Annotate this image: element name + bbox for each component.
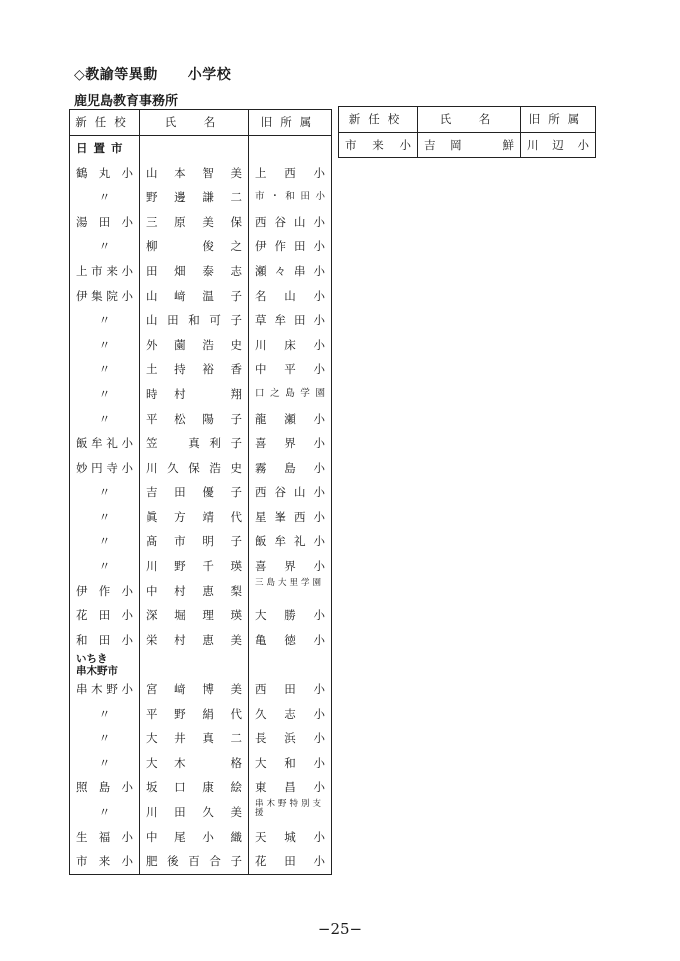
new-school-cell — [70, 677, 140, 702]
table-row — [70, 382, 332, 407]
new-school-text: 串 木 野 小 — [76, 682, 133, 697]
new-school-cell — [70, 579, 140, 604]
name-cell — [140, 554, 249, 579]
name-cell — [140, 726, 249, 751]
header-name: 氏 名 — [418, 107, 521, 133]
new-school-text: 照 島 小 — [76, 780, 133, 795]
old-school-cell — [249, 259, 332, 284]
old-school-text: 川 床 小 — [255, 337, 325, 352]
old-school-text: 霧 島 小 — [255, 460, 325, 475]
section-heading — [74, 64, 231, 84]
old-school-text: 花 田 小 — [255, 854, 325, 869]
person-name: 大 木 格 — [146, 755, 242, 770]
new-school-text: 伊 集 院 小 — [76, 288, 133, 303]
old-school-cell — [249, 185, 332, 210]
section-subtitle: 小学校 — [187, 67, 232, 83]
table-row — [70, 652, 332, 677]
new-school-cell: 〃 — [98, 509, 111, 524]
person-name: 坂 口 康 絵 — [146, 780, 242, 795]
name-cell — [140, 431, 249, 456]
new-school-cell — [70, 849, 140, 874]
old-school-text: 西 田 小 — [255, 682, 325, 697]
table-row — [70, 185, 332, 210]
person-name: 中 尾 小 織 — [146, 829, 242, 844]
old-school-text: 口 之 島 学 園 — [255, 388, 325, 400]
city-label-line2: 串木野市 — [76, 664, 118, 677]
table-row — [70, 825, 332, 850]
name-cell — [140, 603, 249, 628]
old-school-text: 喜 界 小 — [255, 559, 325, 574]
new-school-cell: 〃 — [98, 485, 111, 500]
city-label-line1: いちき — [76, 652, 108, 665]
old-school-text: 西 谷 山 小 — [255, 214, 325, 229]
table-row — [70, 751, 332, 776]
table-row — [70, 234, 332, 259]
new-school-cell: 〃 — [98, 731, 111, 746]
person-name: 田 畑 泰 志 — [146, 263, 242, 278]
person-name: 時 村 翔 — [146, 386, 242, 401]
old-school-cell — [249, 431, 332, 456]
table-row — [70, 530, 332, 555]
new-school-cell — [70, 775, 140, 800]
old-school-cell — [521, 133, 596, 158]
table-row — [70, 628, 332, 653]
page-number: −25− — [317, 920, 363, 938]
table-row — [70, 677, 332, 702]
new-school-cell — [70, 628, 140, 653]
name-cell — [140, 234, 249, 259]
section-title: ◇教諭等異動 — [74, 67, 158, 83]
table-row — [70, 505, 332, 530]
new-school-cell: 〃 — [98, 313, 111, 328]
person-name: 吉 田 優 子 — [146, 485, 242, 500]
old-school-cell — [249, 357, 332, 382]
name-cell — [140, 210, 249, 235]
person-name: 川 野 千 瑛 — [146, 559, 242, 574]
name-cell — [140, 579, 249, 604]
old-school-text: 西 谷 山 小 — [255, 485, 325, 500]
name-cell — [140, 357, 249, 382]
person-name: 笠 真 利 子 — [146, 436, 242, 451]
old-school-text: 伊 作 田 小 — [255, 239, 325, 254]
old-school-text: 瀬 々 串 小 — [255, 263, 325, 278]
new-school-cell: 〃 — [98, 534, 111, 549]
name-cell — [140, 382, 249, 407]
old-school-text: 草 牟 田 小 — [255, 313, 325, 328]
table-row — [70, 431, 332, 456]
empty-cell — [140, 136, 249, 161]
old-school-cell — [249, 849, 332, 874]
transfer-table-side — [338, 106, 596, 158]
table-row — [70, 579, 332, 604]
table-row — [70, 775, 332, 800]
table-row — [70, 849, 332, 874]
city-label — [70, 652, 140, 677]
table-row — [70, 603, 332, 628]
new-school-cell — [70, 431, 140, 456]
table-row — [70, 702, 332, 727]
name-cell — [140, 185, 249, 210]
new-school-cell: 〃 — [98, 337, 111, 352]
person-name: 川 久 保 浩 史 — [146, 460, 242, 475]
person-name: 大 井 真 二 — [146, 731, 242, 746]
empty-cell — [140, 652, 249, 677]
old-school-text: 三島大里学園 — [255, 577, 325, 588]
new-school-cell — [339, 133, 418, 158]
old-school-text: 龍 瀬 小 — [255, 411, 325, 426]
old-school-cell — [249, 480, 332, 505]
new-school-text: 和 田 小 — [76, 632, 133, 647]
name-cell — [140, 628, 249, 653]
name-cell — [140, 284, 249, 309]
table-header-row — [339, 107, 596, 133]
old-school-cell — [249, 579, 332, 604]
table-row — [70, 800, 332, 825]
name-cell — [140, 333, 249, 358]
old-school-cell — [249, 407, 332, 432]
person-name: 山 﨑 温 子 — [146, 288, 242, 303]
new-school-cell: 〃 — [98, 190, 111, 205]
name-cell — [140, 259, 249, 284]
old-school-cell — [249, 603, 332, 628]
transfer-table-main — [69, 109, 332, 875]
header-new-school: 新任校 — [70, 110, 140, 136]
office-heading: 鹿児島教育事務所 — [74, 94, 179, 109]
table-header-row — [70, 110, 332, 136]
city-label: 日置市 — [76, 140, 129, 155]
table-row — [70, 333, 332, 358]
name-cell — [140, 702, 249, 727]
new-school-text: 妙 円 寺 小 — [76, 460, 133, 475]
new-school-cell: 〃 — [98, 411, 111, 426]
old-school-cell — [249, 161, 332, 186]
table-row — [70, 407, 332, 432]
new-school-cell — [70, 161, 140, 186]
new-school-cell: 〃 — [98, 706, 111, 721]
old-school-text: 串木野特別支援 — [255, 799, 325, 819]
name-cell — [140, 677, 249, 702]
old-school-cell — [249, 333, 332, 358]
table-row — [70, 456, 332, 481]
person-name: 宮 﨑 博 美 — [146, 682, 242, 697]
new-school-cell — [70, 210, 140, 235]
old-school-cell — [249, 825, 332, 850]
person-name: 平 松 陽 子 — [146, 411, 242, 426]
table-row — [70, 259, 332, 284]
header-name: 氏 名 — [140, 110, 249, 136]
name-cell — [140, 505, 249, 530]
new-school-text: 市 来 小 — [345, 137, 411, 152]
name-cell — [140, 161, 249, 186]
person-name: 眞 方 靖 代 — [146, 509, 242, 524]
old-school-cell — [249, 456, 332, 481]
old-school-text: 東 昌 小 — [255, 780, 325, 795]
old-school-text: 喜 界 小 — [255, 436, 325, 451]
old-school-text: 星 峯 西 小 — [255, 509, 325, 524]
new-school-cell — [70, 825, 140, 850]
old-school-text: 飯 牟 礼 小 — [255, 534, 325, 549]
name-cell — [140, 849, 249, 874]
old-school-text: 名 山 小 — [255, 288, 325, 303]
new-school-cell — [70, 456, 140, 481]
old-school-cell — [249, 234, 332, 259]
name-cell — [418, 133, 521, 158]
table-row — [70, 210, 332, 235]
person-name: 栄 村 恵 美 — [146, 632, 242, 647]
old-school-text: 大 和 小 — [255, 755, 325, 770]
old-school-text: 中 平 小 — [255, 362, 325, 377]
new-school-text: 伊 作 小 — [76, 583, 133, 598]
empty-cell — [249, 652, 332, 677]
old-school-text: 久 志 小 — [255, 706, 325, 721]
new-school-text: 飯 牟 礼 小 — [76, 436, 133, 451]
new-school-cell: 〃 — [98, 362, 111, 377]
person-name: 山 本 智 美 — [146, 165, 242, 180]
table-row — [70, 308, 332, 333]
person-name: 柳 俊 之 — [146, 239, 242, 254]
person-name: 肥 後 百 合 子 — [146, 854, 242, 869]
person-name: 野 邊 謙 二 — [146, 190, 242, 205]
new-school-text: 湯 田 小 — [76, 214, 133, 229]
person-name: 山 田 和 可 子 — [146, 313, 242, 328]
name-cell — [140, 825, 249, 850]
new-school-text: 花 田 小 — [76, 608, 133, 623]
person-name: 髙 市 明 子 — [146, 534, 242, 549]
old-school-cell — [249, 284, 332, 309]
table-row — [70, 136, 332, 161]
name-cell — [140, 456, 249, 481]
old-school-text: 亀 徳 小 — [255, 632, 325, 647]
old-school-text: 天 城 小 — [255, 829, 325, 844]
new-school-cell — [70, 603, 140, 628]
table-row — [70, 480, 332, 505]
new-school-cell: 〃 — [98, 755, 111, 770]
person-name: 深 堀 理 瑛 — [146, 608, 242, 623]
old-school-cell — [249, 702, 332, 727]
old-school-cell — [249, 726, 332, 751]
empty-cell — [249, 136, 332, 161]
new-school-cell: 〃 — [98, 239, 111, 254]
name-cell — [140, 775, 249, 800]
table-row — [70, 357, 332, 382]
table-body — [70, 136, 332, 875]
new-school-cell — [70, 259, 140, 284]
old-school-text: 上 西 小 — [255, 165, 325, 180]
name-cell — [140, 480, 249, 505]
header-old-school: 旧所属 — [521, 107, 596, 133]
old-school-cell — [249, 308, 332, 333]
person-name: 平 野 絹 代 — [146, 706, 242, 721]
old-school-cell — [249, 505, 332, 530]
person-name: 外 薗 浩 史 — [146, 337, 242, 352]
new-school-text: 市 来 小 — [76, 854, 133, 869]
name-cell — [140, 530, 249, 555]
old-school-text: 川 辺 小 — [527, 137, 589, 152]
table-row — [339, 133, 596, 158]
person-name: 三 原 美 保 — [146, 214, 242, 229]
new-school-text: 上 市 来 小 — [76, 263, 133, 278]
old-school-cell — [249, 628, 332, 653]
table-row — [70, 284, 332, 309]
old-school-cell — [249, 677, 332, 702]
person-name: 吉 岡 鮮 — [424, 137, 514, 152]
old-school-cell — [249, 775, 332, 800]
old-school-text: 市 ・ 和 田 小 — [255, 191, 325, 203]
person-name: 川 田 久 美 — [146, 805, 242, 819]
old-school-text: 大 勝 小 — [255, 608, 325, 623]
header-new-school: 新任校 — [339, 107, 418, 133]
new-school-cell: 〃 — [98, 386, 111, 401]
old-school-cell — [249, 382, 332, 407]
table-body — [339, 133, 596, 158]
new-school-text: 鶴 丸 小 — [76, 165, 133, 180]
person-name: 土 持 裕 香 — [146, 362, 242, 377]
new-school-cell: 〃 — [98, 805, 111, 819]
old-school-cell — [249, 800, 332, 825]
new-school-text: 生 福 小 — [76, 829, 133, 844]
old-school-text: 長 浜 小 — [255, 731, 325, 746]
old-school-cell — [249, 554, 332, 579]
table-row — [70, 554, 332, 579]
name-cell — [140, 308, 249, 333]
new-school-cell: 〃 — [98, 559, 111, 574]
name-cell — [140, 751, 249, 776]
person-name: 中 村 恵 梨 — [146, 583, 242, 598]
name-cell — [140, 407, 249, 432]
name-cell — [140, 800, 249, 825]
table-row — [70, 161, 332, 186]
header-old-school: 旧所属 — [249, 110, 332, 136]
old-school-cell — [249, 751, 332, 776]
new-school-cell — [70, 284, 140, 309]
old-school-cell — [249, 530, 332, 555]
table-row — [70, 726, 332, 751]
old-school-cell — [249, 210, 332, 235]
